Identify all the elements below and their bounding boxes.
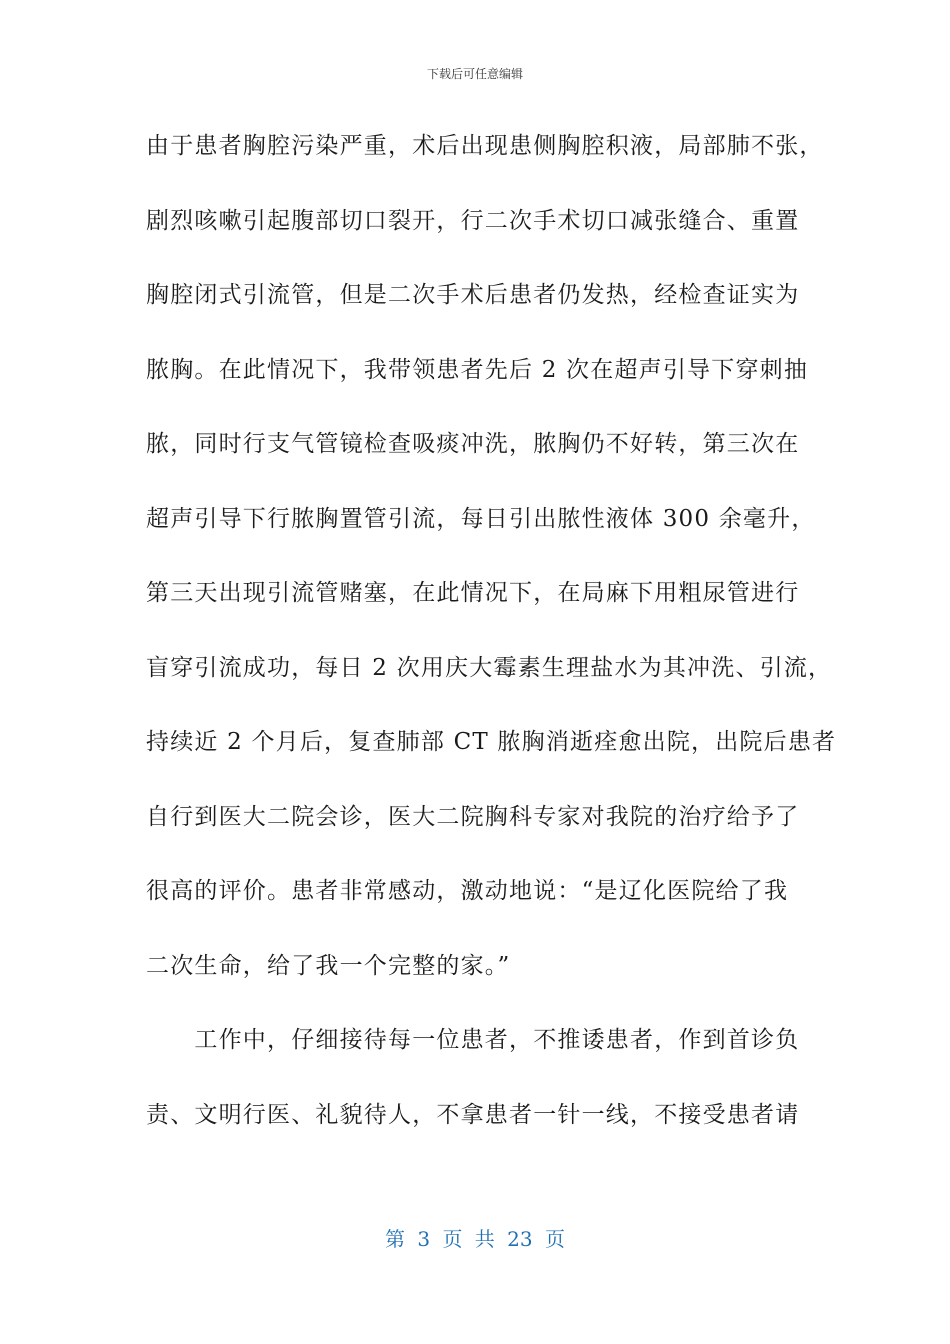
text-line: 由于患者胸腔污染严重，术后出现患侧胸腔积液，局部肺不张，	[146, 133, 824, 159]
document-body	[146, 120, 837, 1163]
text-line: 很高的评价。患者非常感动，激动地说：“是辽化医院给了我	[146, 878, 789, 904]
text-line: 自行到医大二院会诊，医大二院胸科专家对我院的治疗给予了	[146, 803, 800, 830]
text-line: 第三天出现引流管赌塞，在此情况下，在局麻下用粗尿管进行	[146, 580, 800, 606]
text-line: 脓，同时行支气管镜检查吸痰冲洗，脓胸仍不好转，第三次在	[146, 431, 800, 457]
text-line: 责、文明行医、礼貌待人，不拿患者一针一线，不接受患者请	[146, 1101, 800, 1128]
page-number-footer: 第 3 页 共 23 页	[385, 1227, 565, 1251]
text-line: 持续近 2 个月后，复查肺部 CT 脓胸消逝痊愈出院，出院后患者	[146, 729, 837, 755]
text-line: 超声引导下行脓胸置管引流，每日引出脓性液体 300 余毫升，	[146, 505, 816, 532]
text-line: 工作中，仔细接待每一位患者，不推诿患者，作到首诊负	[146, 1027, 800, 1053]
text-line: 盲穿引流成功，每日 2 次用庆大霉素生理盐水为其冲洗、引流，	[146, 654, 833, 681]
text-line: 二次生命，给了我一个完整的家。”	[146, 952, 511, 979]
text-line: 剧烈咳嗽引起腹部切口裂开，行二次手术切口减张缝合、重置	[146, 207, 800, 234]
page-header: 下载后可任意编辑	[426, 67, 523, 81]
text-line: 胸腔闭式引流管，但是二次手术后患者仍发热，经检查证实为	[146, 282, 800, 308]
text-line: 脓胸。在此情况下，我带领患者先后 2 次在超声引导下穿刺抽	[146, 356, 809, 383]
